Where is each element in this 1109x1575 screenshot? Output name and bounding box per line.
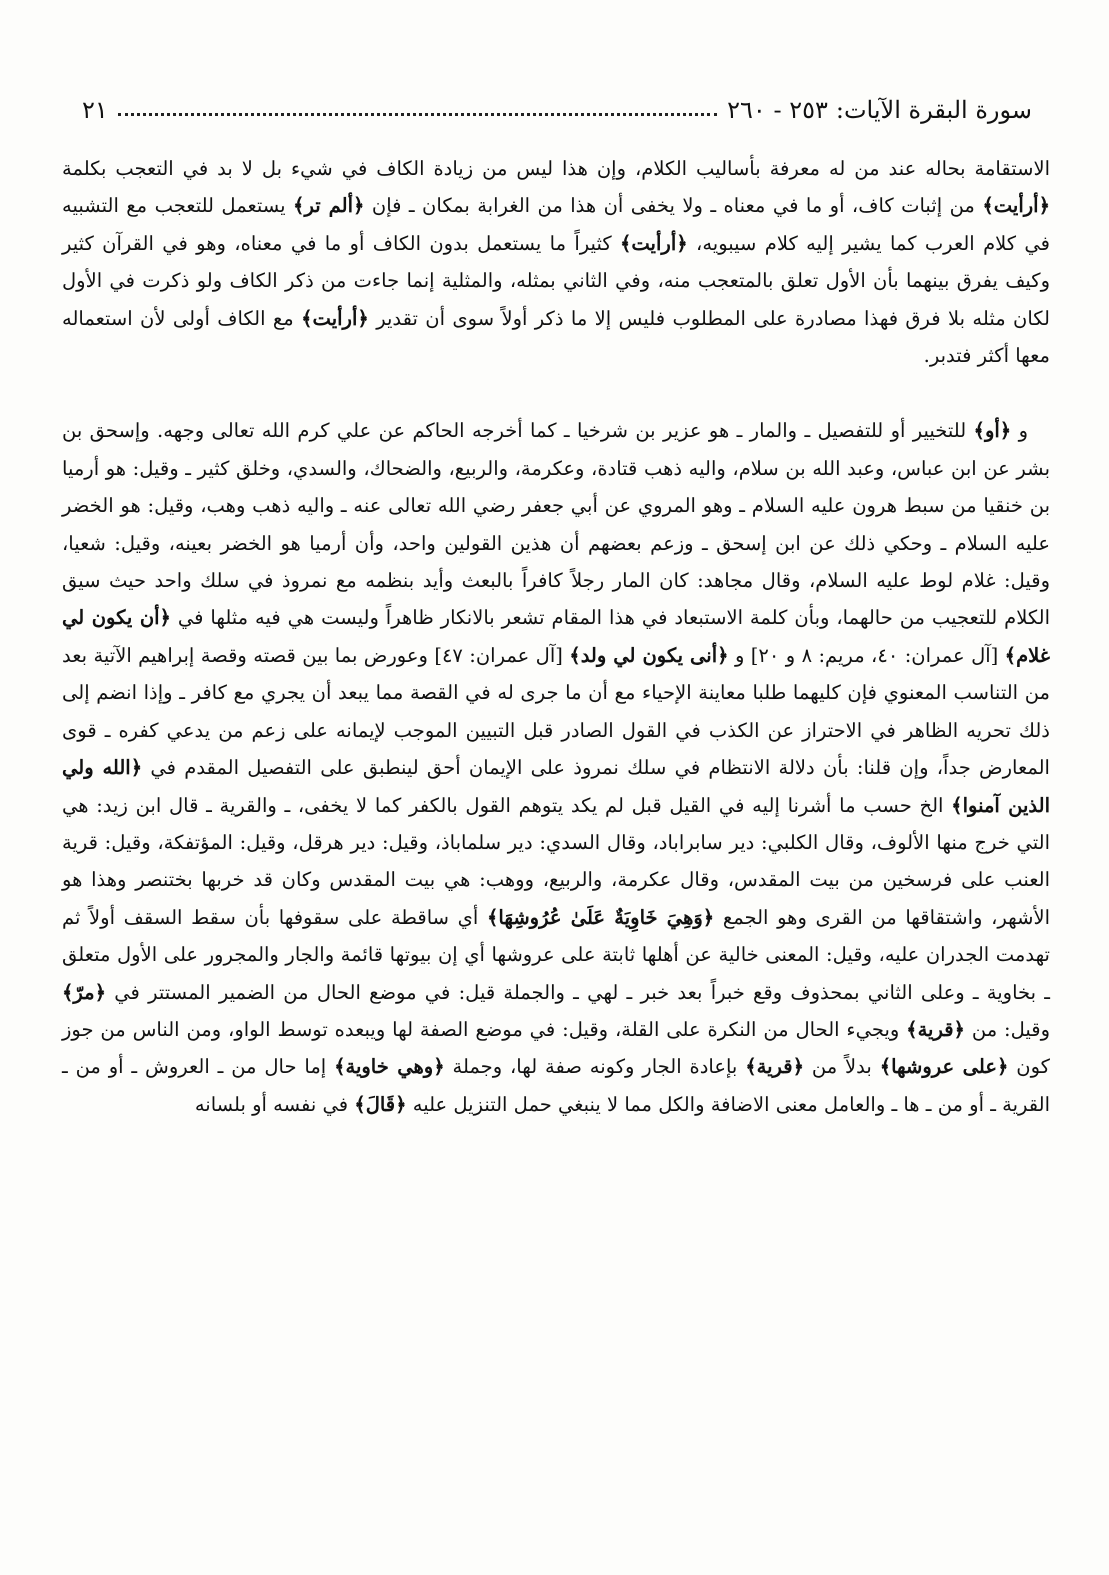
text-run: أي ساقطة على سقوفها بأن سقط السقف أولاً ثم تهدمت الجدران عليه، وقيل: المعنى خالية عن أهلها ثابتة على عروشها أي إن بيوتها قائمة والجار والمجرور على الأول متعلق ـ بخاوية ـ وعلى الثاني بمحذوف وقع خبراً بعد خبر ـ لهي ـ والجملة قيل: في موضع الحال من الضمير المستتر في bbox=[62, 905, 1050, 1004]
text-run: الاستقامة بحاله عند من له معرفة بأساليب الكلام، وإن هذا ليس من زيادة الكاف في شيء بل لا بد في التعجب بكلمة bbox=[62, 157, 1050, 180]
quran-quote: ﴿أن يكون لي غلام﴾ bbox=[62, 606, 1051, 667]
verse-range: ٢٥٣ - ٢٦٠ bbox=[727, 96, 828, 124]
text-run: من إثبات كاف، أو ما في معناه ـ ولا يخفى أن هذا من الغرابة بمكان ـ فإن bbox=[364, 194, 983, 218]
text-run: [آل عمران: ٤٧] وعورض بما بين قصته وقصة إبراهيم الآتية بعد من التناسب المعنوي فإن كليهما طلبا معاينة الإحياء مع أن ما جرى له في القصة مما يبعد أن يجري مع كافر ـ وإذا انضم إلى ذلك تحريه الظاهر في الاحتراز عن الكذب في القول الصادر قبل التبيين الموجب لإيمانه على زعم من يدعي كفره ـ قوى المعارض جداً، وإن قلنا: بأن دلالة الانتظام في سلك نمروذ على الإيمان أحق لينطبق على التفصيل المقدم في bbox=[62, 643, 1050, 780]
text-run: إما حال من ـ العروش ـ أو من ـ القرية ـ أو من ـ ها ـ والعامل معنى الاضافة والكل مما لا ينبغي حمل التنزيل عليه bbox=[62, 1055, 1050, 1116]
quran-quote: ﴿الله ولي الذين آمنوا﴾ bbox=[62, 756, 1050, 817]
quran-quote: ﴿وهي خاوية﴾ bbox=[334, 1055, 445, 1079]
text-run: للتخيير أو للتفصيل ـ والمار ـ هو عزير بن شرخيا ـ كما أخرجه الحاكم عن علي كرم الله تعالى وجهه. وإسحق بن بشر عن ابن عباس، وعبد الله بن سلام، واليه ذهب قتادة، وعكرمة، والربيع، والضحاك، والسدي، وخلق كثير ـ وقيل: هو أرميا بن خنقيا من سبط هرون عليه السلام ـ وهو المروي عن أبي جعفر رضي الله تعالى عنه ـ واليه ذهب وهب، وقيل: هو الخضر عليه السلام ـ وحكي ذلك عن ابن إسحق ـ وزعم بعضهم أن هذين القولين واحد، وأن أرميا هو الخضر بعينه، وقيل: شعيا، وقيل: غلام لوط عليه السلام، وقال مجاهد: كان المار رجلاً كافراً بالبعث وأيد بنظمه مع نمروذ في سلك واحد حيث سيق الكلام للتعجيب من حالهما، وبأن كلمة الاستبعاد في هذا المقام تشعر بالانكار ظاهراً وليست هي فيه مثلها في bbox=[62, 419, 1050, 630]
text-run: و bbox=[1011, 419, 1028, 443]
text-run: كثيراً ما يستعمل بدون الكاف أو ما في معناه، وهو في القرآن كثير وكيف يفرق بينهما بأن الأول تعلق بالمتعجب منه، وفي الثاني بمثله، والمثلية إنما جاءت من ذكر الكاف ولو ذكرت في الأول لكان مثله بلا فرق فهذا مصادرة على المطلوب فليس إلا ما ذكر أولاً سوى أن تقدير bbox=[62, 231, 1050, 330]
quran-quote: ﴿أنى يكون لي ولد﴾ bbox=[569, 643, 729, 667]
paragraph bbox=[62, 412, 1050, 1123]
leader-dots bbox=[118, 113, 717, 116]
quran-quote: ﴿على عروشها﴾ bbox=[879, 1055, 1009, 1079]
text-run: يستعمل للتعجب مع التشبيه في كلام العرب كما يشير إليه كلام سيبويه، bbox=[62, 194, 1050, 255]
quran-quote: ﴿ألم تر﴾ bbox=[293, 194, 365, 218]
quran-quote: ﴿قرية﴾ bbox=[745, 1055, 805, 1079]
running-header bbox=[82, 92, 1032, 128]
text-run: في نفسه أو بلسانه bbox=[194, 1092, 355, 1116]
text-run: الخ حسب ما أشرنا إليه في القيل قبل لم يكد يتوهم القول بالكفر كما لا يخفى، ـ والقرية ـ قال ابن زيد: هي التي خرج منها الألوف، وقال الكلبي: دير سابراباد، وقال السدي: دير سلماباذ، وقيل: دير هرقل، وقيل: المؤتفكة، وقيل: قرية العنب على فرسخين من بيت المقدس، وقال عكرمة، والربيع، ووهب: هي بيت المقدس وكان قد خربها بختنصر وهذا هو الأشهر، واشتقاقها من القرى وهو الجمع bbox=[62, 793, 1051, 929]
quran-quote: ﴿مرّ﴾ bbox=[62, 980, 107, 1004]
text-run: بإعادة الجار وكونه صفة لها، وجملة bbox=[444, 1055, 746, 1079]
quran-quote: ﴿قرية﴾ bbox=[906, 1017, 965, 1041]
quran-quote: ﴿أو﴾ bbox=[973, 419, 1012, 443]
quran-quote: ﴿أرأيت﴾ bbox=[301, 306, 369, 330]
quran-quote: ﴿قَالَ﴾ bbox=[354, 1092, 407, 1116]
text-run: بدلاً من bbox=[804, 1055, 880, 1079]
paragraph bbox=[62, 150, 1050, 374]
quran-quote: ﴿أرأيت﴾ bbox=[619, 231, 688, 255]
text-run: [آل عمران: ٤٠، مريم: ٨ و ٢٠] و bbox=[728, 643, 1005, 667]
text-run: مع الكاف أولى لأن استعماله معها أكثر فتدبر. bbox=[62, 306, 1050, 368]
quran-quote: ﴿وَهِيَ خَاوِيَةٌ عَلَىٰ عُرُوشِهَا﴾ bbox=[486, 905, 715, 929]
text-run: ويجيء الحال من النكرة على القلة، وقيل: في موضع الصفة لها ويبعده توسط الواو، ومن الناس من جوز كون bbox=[62, 1017, 1050, 1079]
quran-quote: ﴿أرأيت﴾ bbox=[982, 194, 1050, 218]
surah-title: سورة البقرة الآيات: bbox=[835, 96, 1032, 124]
body-text bbox=[62, 150, 1050, 1123]
page-number: ٢١ bbox=[82, 96, 108, 124]
text-run: وقيل: من bbox=[965, 1017, 1050, 1041]
